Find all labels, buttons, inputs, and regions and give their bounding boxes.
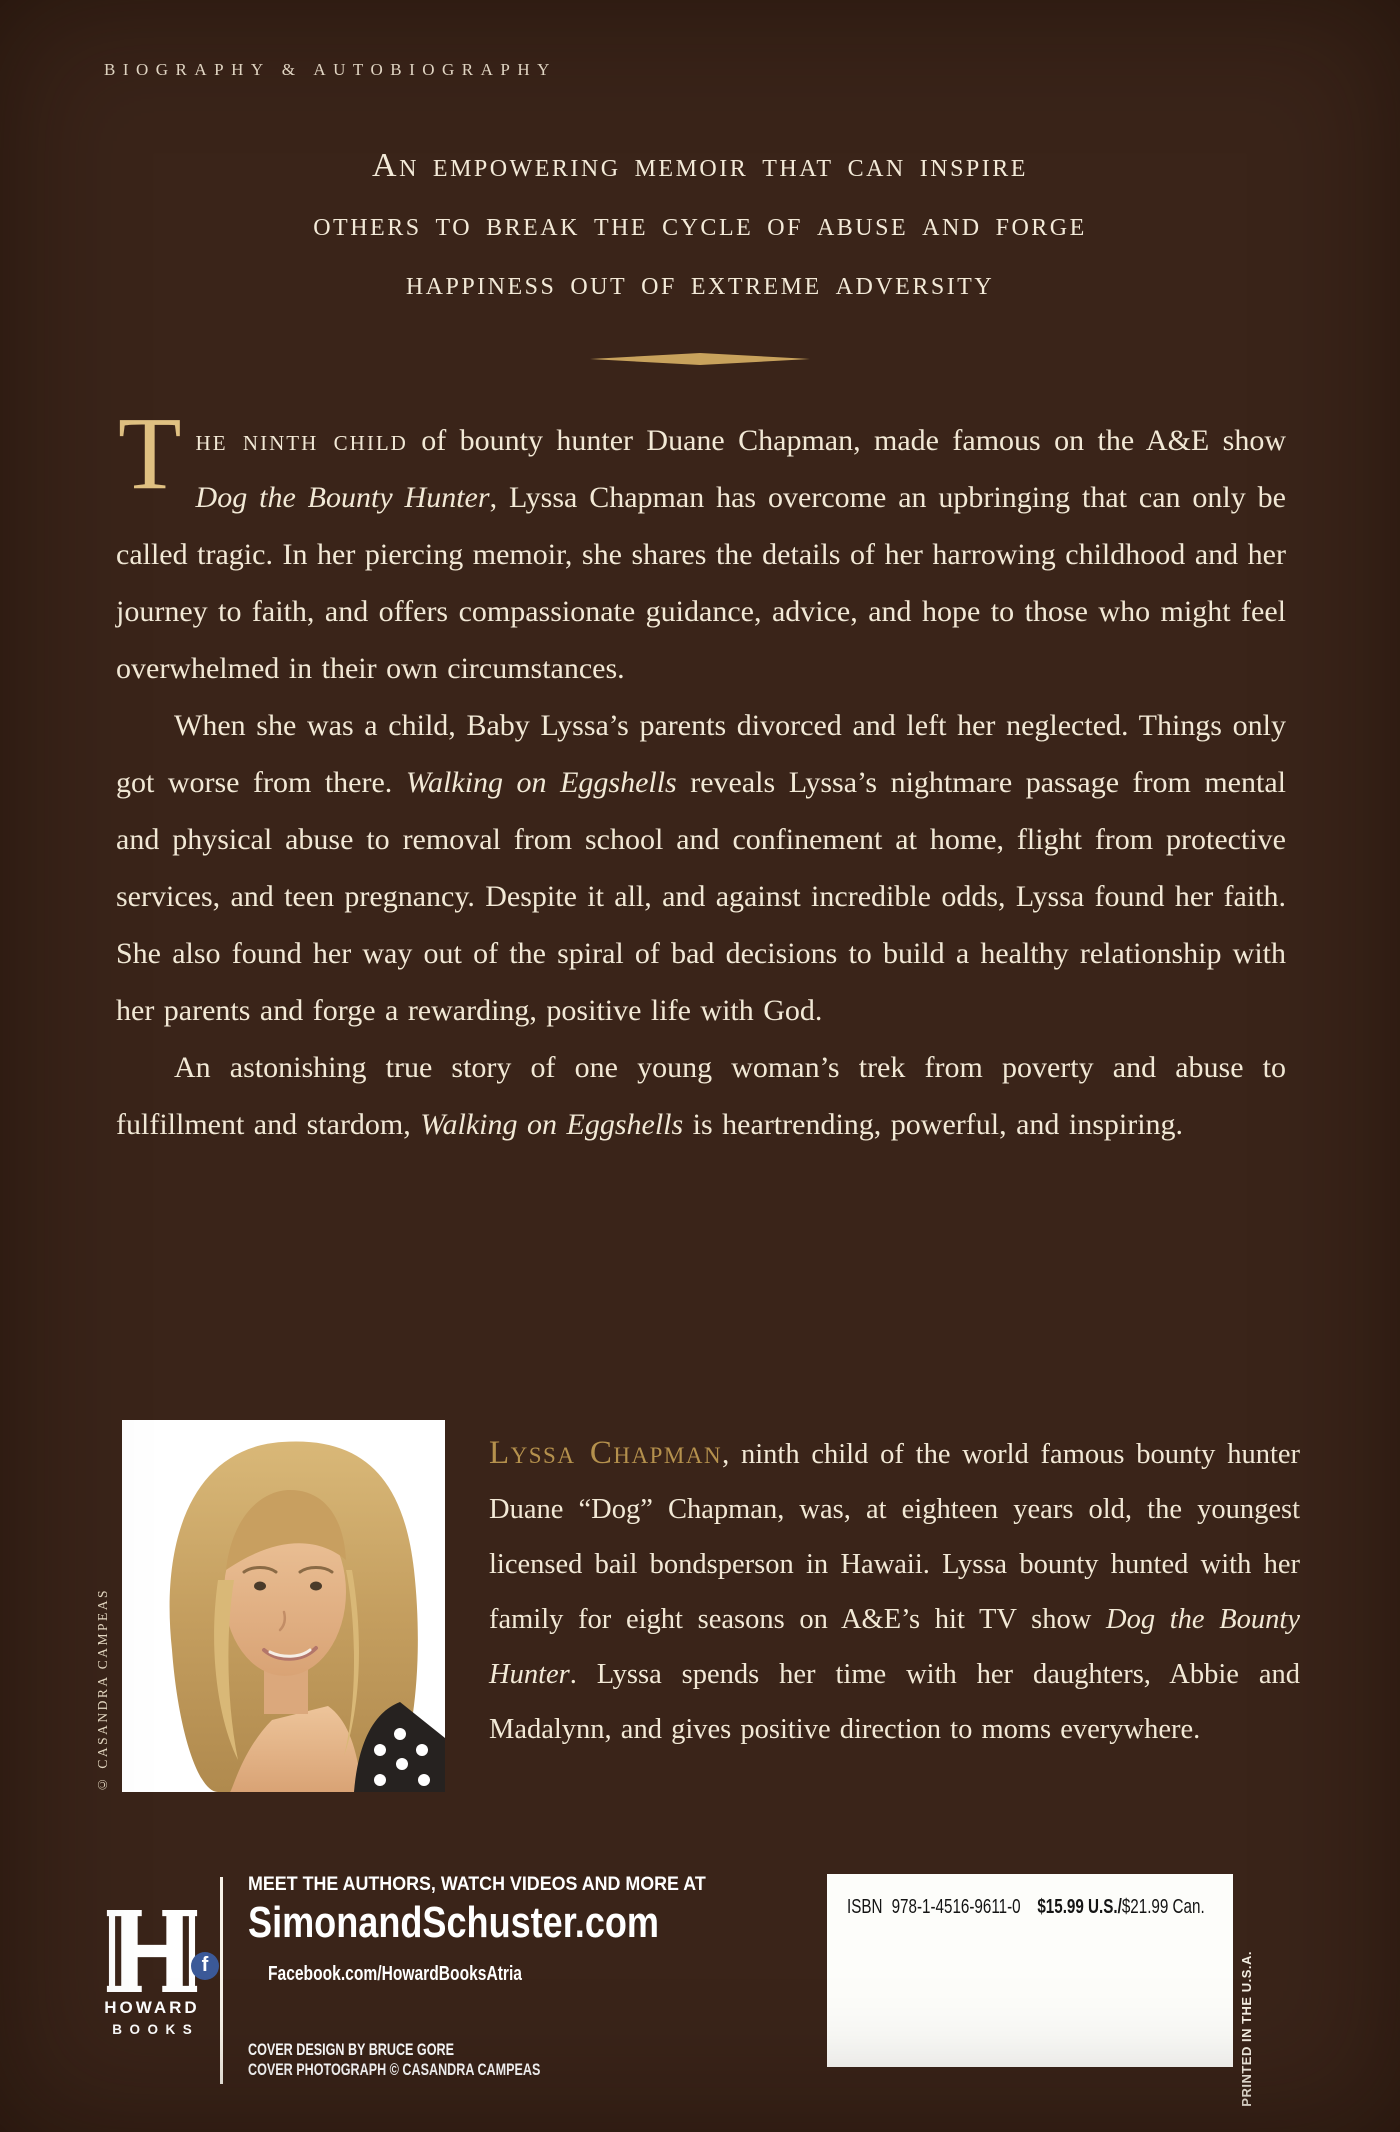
author-photo-block <box>95 1420 445 1792</box>
headline <box>100 136 1300 313</box>
printed-in-usa-note: PRINTED IN THE U.S.A. <box>1239 1951 1254 2107</box>
headline-line-3: happiness out of extreme adversity <box>405 265 995 302</box>
facebook-icon: f <box>191 1952 219 1980</box>
author-bio-section <box>95 1420 1301 1792</box>
synopsis-paragraph-1: The ninth child of bounty hunter Duane Chapman, made famous on the A&E show Dog the Bounty Hunter, Lyssa Chapman has overcome an upbringing that can only be called tragic. In her piercing memoir, she shares the details of her harrowing childhood and her journey to faith, and offers compassionate guidance, advice, and hope to those who might feel overwhelmed in their own circumstances. <box>116 396 1286 685</box>
promo-tagline: MEET THE AUTHORS, WATCH VIDEOS AND MORE AT <box>248 1874 706 1895</box>
facebook-url: Facebook.com/HowardBooksAtria <box>268 1963 522 1985</box>
headline-line-2: others to break the cycle of abuse and forge <box>313 206 1087 243</box>
photo-credit: © CASANDRA CAMPEAS <box>95 1587 110 1792</box>
howard-wordmark: HOWARD <box>104 1998 200 2017</box>
drop-cap: T <box>118 396 182 511</box>
cover-design-credit: COVER DESIGN BY BRUCE GORE <box>248 2040 454 2059</box>
isbn-number: 978-1-4516-9611-0 <box>891 1896 1021 1918</box>
author-name: Lyssa Chapman <box>489 1435 723 1471</box>
footer-divider-line <box>220 1877 223 2084</box>
smallcaps-lead: he ninth child <box>195 424 408 457</box>
headline-line-1: An empowering memoir that can inspire <box>372 147 1028 184</box>
author-bio-text: Lyssa Chapman, ninth child of the world famous bounty hunter Duane “Dog” Chapman, was, at eighteen years old, the youngest licensed bail bondsperson in Hawaii. Lyssa bounty hunted with her family for eight seasons on A&E’s hit TV show Dog the Bounty Hunter. Lyssa spends her time with her daughters, Abbie and Madalynn, and gives positive direction to moms everywhere. <box>489 1435 1301 1745</box>
cover-photo-credit: COVER PHOTOGRAPH © CASANDRA CAMPEAS <box>248 2059 541 2079</box>
isbn-line <box>847 1896 1205 1919</box>
howard-h-icon <box>106 1910 198 1992</box>
divider-ornament <box>0 352 1400 366</box>
book-title-italic: Dog the Bounty Hunter <box>195 481 490 514</box>
book-title-italic: Walking on Eggshells <box>420 1108 684 1141</box>
synopsis <box>116 396 1286 1153</box>
isbn-label: ISBN <box>847 1896 883 1918</box>
category-label: BIOGRAPHY & AUTOBIOGRAPHY <box>104 60 557 79</box>
author-photo <box>122 1420 445 1792</box>
publisher-website: SimonandSchuster.com <box>248 1898 660 1947</box>
synopsis-paragraph-3: An astonishing true story of one young woman’s trek from poverty and abuse to fulfillment and stardom, Walking on Eggshells is heartrending, powerful, and inspiring. <box>116 1051 1286 1141</box>
books-wordmark: BOOKS <box>112 2022 200 2037</box>
cover-credits <box>248 2040 540 2079</box>
synopsis-paragraph-2: When she was a child, Baby Lyssa’s parents divorced and left her neglected. Things only got worse from there. Walking on Eggshells reveals Lyssa’s nightmare passage from mental and physical abuse to removal from school and confinement at home, flight from protective services, and teen pregnancy. Despite it all, and against incredible odds, Lyssa found her faith. She also found her way out of the spiral of bad decisions to build a healthy relationship with her parents and forge a rewarding, positive life with God. <box>116 709 1286 1027</box>
diamond-rule-icon <box>590 352 810 366</box>
publisher-promo <box>248 1874 749 1986</box>
isbn-box <box>827 1874 1233 2067</box>
book-title-italic: Walking on Eggshells <box>405 766 677 799</box>
price-us: $15.99 U.S./ <box>1037 1896 1122 1918</box>
price-canada: $21.99 Can. <box>1121 1896 1205 1918</box>
show-title-italic: Dog the Bounty Hunter <box>489 1604 1300 1690</box>
